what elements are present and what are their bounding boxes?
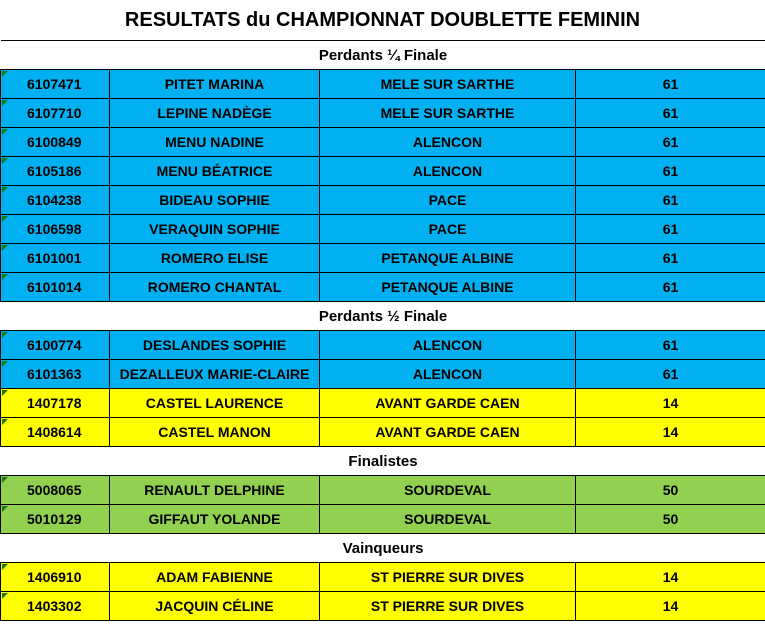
licence-cell[interactable]: 1403302	[1, 592, 110, 621]
player-name-cell[interactable]: DEZALLEUX MARIE-CLAIRE	[110, 360, 320, 389]
club-cell[interactable]: PACE	[320, 186, 576, 215]
player-name-cell[interactable]: CASTEL MANON	[110, 418, 320, 447]
player-name-cell[interactable]: ROMERO CHANTAL	[110, 273, 320, 302]
player-name-cell[interactable]: MENU BÉATRICE	[110, 157, 320, 186]
licence-cell[interactable]: 1408614	[1, 418, 110, 447]
club-cell[interactable]: SOURDEVAL	[320, 476, 576, 505]
licence-cell[interactable]: 5008065	[1, 476, 110, 505]
department-cell[interactable]: 61	[576, 186, 765, 215]
results-table	[0, 40, 765, 621]
table-row	[1, 273, 765, 302]
department-cell[interactable]: 14	[576, 418, 765, 447]
club-cell[interactable]: PACE	[320, 215, 576, 244]
table-row	[1, 186, 765, 215]
player-name-cell[interactable]: VERAQUIN SOPHIE	[110, 215, 320, 244]
licence-cell[interactable]: 1406910	[1, 563, 110, 592]
section-heading: Perdants ¼ Finale	[1, 41, 765, 70]
section-header	[1, 534, 765, 563]
club-cell[interactable]: MELE SUR SARTHE	[320, 70, 576, 99]
department-cell[interactable]: 50	[576, 476, 765, 505]
player-name-cell[interactable]: ADAM FABIENNE	[110, 563, 320, 592]
club-cell[interactable]: ALENCON	[320, 331, 576, 360]
department-cell[interactable]: 50	[576, 505, 765, 534]
table-row	[1, 389, 765, 418]
department-cell[interactable]: 61	[576, 360, 765, 389]
club-cell[interactable]: SOURDEVAL	[320, 505, 576, 534]
department-cell[interactable]: 61	[576, 244, 765, 273]
licence-cell[interactable]: 6101001	[1, 244, 110, 273]
player-name-cell[interactable]: LEPINE NADÈGE	[110, 99, 320, 128]
table-row	[1, 99, 765, 128]
section-header	[1, 302, 765, 331]
club-cell[interactable]: ALENCON	[320, 157, 576, 186]
table-row	[1, 70, 765, 99]
table-row	[1, 215, 765, 244]
table-row	[1, 360, 765, 389]
table-row	[1, 505, 765, 534]
club-cell[interactable]: ST PIERRE SUR DIVES	[320, 563, 576, 592]
player-name-cell[interactable]: GIFFAUT YOLANDE	[110, 505, 320, 534]
table-row	[1, 563, 765, 592]
player-name-cell[interactable]: MENU NADINE	[110, 128, 320, 157]
licence-cell[interactable]: 6107471	[1, 70, 110, 99]
player-name-cell[interactable]: DESLANDES SOPHIE	[110, 331, 320, 360]
department-cell[interactable]: 61	[576, 128, 765, 157]
department-cell[interactable]: 61	[576, 70, 765, 99]
licence-cell[interactable]: 6104238	[1, 186, 110, 215]
department-cell[interactable]: 61	[576, 99, 765, 128]
licence-cell[interactable]: 6101014	[1, 273, 110, 302]
department-cell[interactable]: 14	[576, 389, 765, 418]
player-name-cell[interactable]: CASTEL LAURENCE	[110, 389, 320, 418]
results-body	[1, 41, 765, 621]
club-cell[interactable]: PETANQUE ALBINE	[320, 273, 576, 302]
player-name-cell[interactable]: BIDEAU SOPHIE	[110, 186, 320, 215]
club-cell[interactable]: MELE SUR SARTHE	[320, 99, 576, 128]
page-title: RESULTATS du CHAMPIONNAT DOUBLETTE FEMININ	[124, 8, 641, 31]
licence-cell[interactable]: 6100774	[1, 331, 110, 360]
table-row	[1, 331, 765, 360]
club-cell[interactable]: PETANQUE ALBINE	[320, 244, 576, 273]
player-name-cell[interactable]: RENAULT DELPHINE	[110, 476, 320, 505]
licence-cell[interactable]: 6106598	[1, 215, 110, 244]
licence-cell[interactable]: 6100849	[1, 128, 110, 157]
club-cell[interactable]: ALENCON	[320, 360, 576, 389]
department-cell[interactable]: 14	[576, 563, 765, 592]
licence-cell[interactable]: 6101363	[1, 360, 110, 389]
department-cell[interactable]: 14	[576, 592, 765, 621]
table-row	[1, 592, 765, 621]
club-cell[interactable]: ST PIERRE SUR DIVES	[320, 592, 576, 621]
section-header	[1, 447, 765, 476]
department-cell[interactable]: 61	[576, 157, 765, 186]
department-cell[interactable]: 61	[576, 215, 765, 244]
table-row	[1, 128, 765, 157]
licence-cell[interactable]: 6107710	[1, 99, 110, 128]
licence-cell[interactable]: 5010129	[1, 505, 110, 534]
section-header	[1, 41, 765, 70]
licence-cell[interactable]: 1407178	[1, 389, 110, 418]
section-heading: Perdants ½ Finale	[1, 302, 765, 331]
player-name-cell[interactable]: PITET MARINA	[110, 70, 320, 99]
club-cell[interactable]: AVANT GARDE CAEN	[320, 418, 576, 447]
department-cell[interactable]: 61	[576, 331, 765, 360]
licence-cell[interactable]: 6105186	[1, 157, 110, 186]
club-cell[interactable]: ALENCON	[320, 128, 576, 157]
table-row	[1, 418, 765, 447]
table-row	[1, 244, 765, 273]
player-name-cell[interactable]: JACQUIN CÉLINE	[110, 592, 320, 621]
section-heading: Finalistes	[1, 447, 765, 476]
table-row	[1, 157, 765, 186]
section-heading: Vainqueurs	[1, 534, 765, 563]
player-name-cell[interactable]: ROMERO ELISE	[110, 244, 320, 273]
department-cell[interactable]: 61	[576, 273, 765, 302]
club-cell[interactable]: AVANT GARDE CAEN	[320, 389, 576, 418]
table-row	[1, 476, 765, 505]
